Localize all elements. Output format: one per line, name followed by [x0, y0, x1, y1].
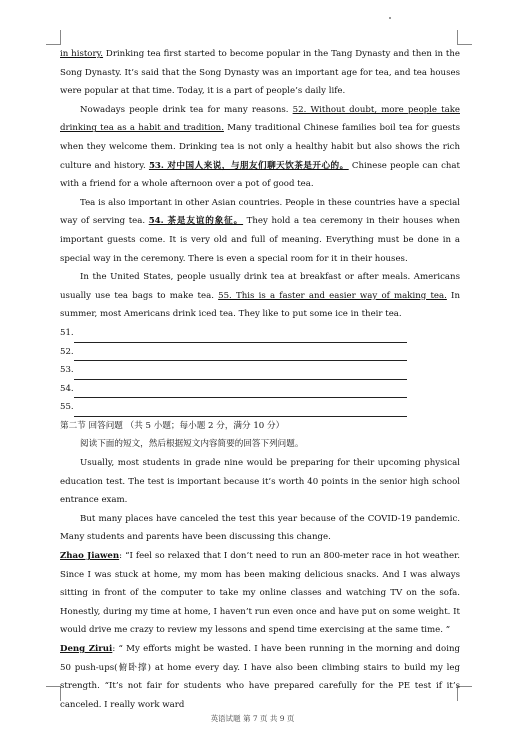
passage2-paragraph-2: But many places have canceled the test this year because of the COVID-19 pandemic. Many students and parents have been discussing this change.	[60, 513, 460, 543]
underlined-sentence-52: 52. Without doubt, more people take drinking tea as a habit and tradition.	[60, 104, 460, 134]
answer-rule	[74, 404, 407, 417]
paragraph-2	[60, 101, 460, 194]
paragraph-1	[60, 45, 460, 101]
underlined-sentence: in history.	[60, 49, 104, 59]
paragraph-4	[60, 268, 460, 324]
speaker-name-zhao: Zhao Jiawen	[60, 551, 120, 562]
answer-line-55[interactable]	[60, 398, 460, 417]
answer-line-54[interactable]	[60, 380, 460, 399]
paragraph-3	[60, 194, 460, 268]
paragraph-text: In summer, most Americans drink iced tea. They like to put some ice in their tea.	[60, 290, 460, 320]
answer-line-52[interactable]	[60, 343, 460, 362]
passage2-paragraph-1: Usually, most students in grade nine would be preparing for their upcoming physical education test. The test is important because it’s worth 40 points in the senior high school entrance exam.	[60, 458, 460, 506]
scan-mark	[389, 17, 391, 19]
paragraph-text: Drinking tea first started to become popular in the Tang Dynasty and then in the Song Dynasty. It’s said that the Song Dynasty was an important age for tea, and tea houses were popular at that time. Today, it is a part of people’s daily life.	[60, 49, 460, 97]
answer-number: 53.	[60, 365, 74, 376]
answer-rule	[74, 348, 407, 361]
page-content	[60, 45, 460, 714]
answer-number: 52.	[60, 346, 74, 357]
section-title: 第二节 回答问题 （共 5 小题；每小题 2 分，满分 10 分）	[60, 420, 285, 431]
paragraph-text: In the United States, people usually drink tea at breakfast or after meals. Americans usually use tea bags to make tea.	[60, 272, 460, 301]
quote-deng	[60, 640, 460, 714]
paragraph-text: Tea is also important in other Asian countries. People in these countries have a special way of serving tea.	[60, 197, 460, 227]
underlined-sentence-54: 54. 茶是友谊的象征。	[148, 216, 244, 227]
corner-mark-bottom-left	[46, 686, 61, 701]
answer-rule	[74, 385, 407, 398]
paragraph-text: Many traditional Chinese families boil tea for guests when they welcome them. Drinking tea is not only a healthy habit but also shows the rich culture and history.	[60, 123, 460, 171]
corner-mark-top-left	[46, 30, 61, 45]
answer-number: 54.	[60, 383, 74, 394]
speaker-name-deng: Deng Zirui	[60, 644, 113, 654]
answer-number: 51.	[60, 327, 74, 338]
answer-line-53[interactable]	[60, 361, 460, 380]
answer-rule	[74, 367, 407, 380]
answer-lines	[60, 324, 460, 417]
paragraph-text: They hold a tea ceremony in their houses when important guests come. It is very old and full of meaning. Everything must be done in a special way in the ceremony. There is even a special room for it in their houses.	[60, 216, 460, 264]
page-footer: 英语试题 第 7 页 共 9 页	[210, 714, 295, 723]
section-instruction: 阅读下面的短文，然后根据短文内容简要的回答下列问题。	[80, 439, 304, 450]
quote-text: : “ My efforts might be wasted. I have been running in the morning and doing 50 push-ups(俯卧撑) at home every day. I have also been climbing stairs to build my leg strength. “It’s not fair for students who have prepared carefully for the PE test if it’s canceled. I really work ward	[60, 644, 460, 710]
answer-rule	[74, 330, 407, 343]
underlined-sentence-55: 55. This is a faster and easier way of making tea.	[218, 290, 447, 301]
paragraph-text: Nowadays people drink tea for many reasons.	[80, 104, 293, 115]
paragraph-text: Chinese people can chat with a friend for a whole afternoon over a pot of good tea.	[60, 160, 460, 190]
underlined-sentence-53: 53. 对中国人来说，与朋友们聊天饮茶是开心的。	[148, 160, 349, 171]
quote-zhao	[60, 547, 460, 640]
corner-mark-top-right	[457, 30, 472, 45]
quote-text: : “I feel so relaxed that I don’t need to run an 800-meter race in hot weather. Since I was stuck at home, my mom has been making delicious snacks. And I was always sitting in front of the computer to take my online classes and watching TV on the sofa. Honestly, during my time at home, I haven’t run even once and have put on some weight. It would drive me crazy to review my lessons and spend time exercising at the same time. ”	[60, 551, 460, 636]
answer-line-51[interactable]	[60, 324, 460, 343]
answer-number: 55.	[60, 402, 74, 413]
